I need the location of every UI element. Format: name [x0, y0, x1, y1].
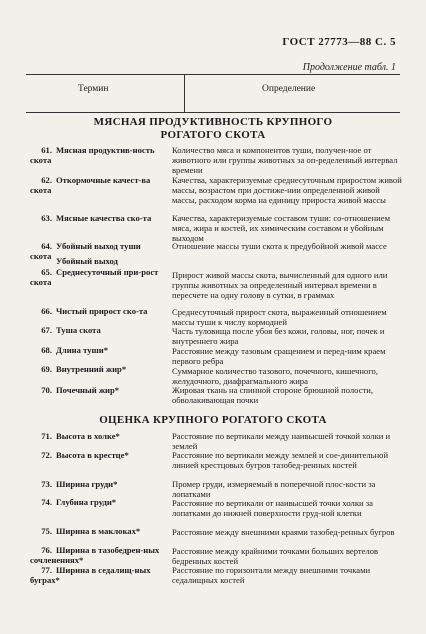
- definition-63: Качества, характеризуемые составом туши: со-отношением мяса, жира и костей, их химическим составом и убойным выходом: [172, 213, 391, 244]
- term-text: Откормочные качест-ва скота: [30, 175, 151, 195]
- section-title: [26, 116, 400, 142]
- term-number: 69.: [41, 364, 52, 374]
- definition-70: Жировая ткань на спинной стороне брюшной полости, обволакивающая почки: [172, 385, 374, 406]
- term-number: 67.: [41, 325, 52, 335]
- term-text: Ширина в седалищ-ных буграх*: [30, 565, 151, 585]
- definition-72: Расстояние по вертикали между землей и сое-динительной линией крестцовых бугров тазобед-ренных костей: [172, 450, 389, 471]
- term-number: 64.: [41, 241, 52, 251]
- table-header-rule: [26, 112, 400, 113]
- definition-71: Расстояние по вертикали между наивысшей точкой холки и землей: [172, 431, 391, 452]
- term-number: 71.: [41, 431, 52, 441]
- term-74: [30, 497, 162, 507]
- term-number: 77.: [41, 565, 52, 575]
- term-text: Почечный жир*: [56, 385, 120, 395]
- term-63: [30, 213, 162, 223]
- term-68: [30, 345, 162, 355]
- definition-66: Среднесуточный прирост скота, выраженный отношением массы туши к числу кормодней: [172, 307, 387, 328]
- term-69: [30, 364, 162, 374]
- term-text: Убойный выход туши скота: [30, 241, 141, 261]
- definition-77: Расстояние по горизонтали между внешними точками седалищных костей: [172, 565, 371, 586]
- term-text: Высота в крестце*: [56, 450, 129, 460]
- term-text: Ширина в тазобедрен-ных сочленениях*: [30, 545, 160, 565]
- term-number: 74.: [41, 497, 52, 507]
- column-header-term: Термин: [78, 84, 109, 94]
- term-text: Внутренний жир*: [56, 364, 127, 374]
- section-title: [26, 414, 400, 427]
- term-76: [30, 545, 162, 565]
- term-number: 68.: [41, 345, 52, 355]
- term-72: [30, 450, 162, 460]
- term-62: [30, 175, 162, 195]
- term-text: Туша скота: [56, 325, 101, 335]
- term-66: [30, 306, 162, 316]
- term-number: 70.: [41, 385, 52, 395]
- definition-76: Расстояние между крайними точками больших вертелов бедренных костей: [172, 546, 379, 567]
- term-number: 72.: [41, 450, 52, 460]
- term-text: Мясная продуктив-ность скота: [30, 145, 155, 165]
- section-title-line: ОЦЕНКА КРУПНОГО РОГАТОГО СКОТА: [99, 414, 327, 426]
- term-73: [30, 479, 162, 489]
- term-text: Среднесуточный при-рост скота: [30, 267, 159, 287]
- term-text: Ширина в маклоках*: [56, 526, 141, 536]
- section-title-line: МЯСНАЯ ПРОДУКТИВНОСТЬ КРУПНОГО: [93, 116, 333, 128]
- term-synonym: Убойный выход: [56, 256, 118, 266]
- term-number: 63.: [41, 213, 52, 223]
- term-number: 73.: [41, 479, 52, 489]
- definition-67: Часть туловища после убоя без кожи, головы, ног, почек и внутреннего жира: [172, 326, 385, 347]
- term-number: 76.: [41, 545, 52, 555]
- definition-69: Суммарное количество тазового, почечного, кишечного, желудочного, диафрагмального жира: [172, 366, 378, 387]
- table-continuation-label: Продолжение табл. 1: [302, 62, 396, 73]
- table-top-rule: [26, 74, 400, 75]
- term-71: [30, 431, 162, 441]
- term-65: [30, 267, 162, 287]
- term-number: 66.: [41, 306, 52, 316]
- definition-75: Расстояние между внешними краями тазобед-ренных бугров: [172, 527, 395, 537]
- definition-62: Качества, характеризуемые среднесуточным приростом живой массы, возрастом при достиже-нии определенной живой массы, расходом корма на единицу прироста живой массы: [172, 175, 402, 206]
- page-header: ГОСТ 27773—88 С. 5: [282, 36, 396, 48]
- term-text: Мясные качества ско-та: [56, 213, 152, 223]
- definition-61: Количество мяса и компонентов туши, получен-ное от животного или группы животных за оп-ределенный интервал времени: [172, 145, 398, 176]
- term-text: Чистый прирост ско-та: [56, 306, 148, 316]
- definition-73: Промер груди, измеряемый в поперечной плос-кости за лопатками: [172, 479, 376, 500]
- definition-64: Отношение массы туши скота к предубойной живой массе: [172, 241, 387, 251]
- term-number: 75.: [41, 526, 52, 536]
- term-number: 61.: [41, 145, 52, 155]
- term-67: [30, 325, 162, 335]
- column-header-definition: Определение: [262, 84, 316, 94]
- section-title-line: РОГАТОГО СКОТА: [160, 129, 266, 141]
- term-text: Длина туши*: [56, 345, 108, 355]
- term-70: [30, 385, 162, 395]
- term-number: 65.: [41, 267, 52, 277]
- term-text: Ширина груди*: [56, 479, 118, 489]
- column-divider: [184, 74, 185, 112]
- definition-74: Расстояние по вертикали от наивысшей точки холки за лопатками до нижней поверхности груд-ной клетки: [172, 498, 373, 519]
- definition-65: Прирост живой массы скота, вычисленный для одного или группы животных за определенный интервал времени в пересчете на одну голову в сутки, в граммах: [172, 270, 388, 301]
- term-75: [30, 526, 162, 536]
- term-77: [30, 565, 162, 585]
- term-text: Глубина груди*: [56, 497, 117, 507]
- definition-68: Расстояние между тазовым сращением и перед-ним краем первого ребра: [172, 346, 386, 367]
- term-text: Высота в холке*: [56, 431, 120, 441]
- term-number: 62.: [41, 175, 52, 185]
- term-61: [30, 145, 162, 165]
